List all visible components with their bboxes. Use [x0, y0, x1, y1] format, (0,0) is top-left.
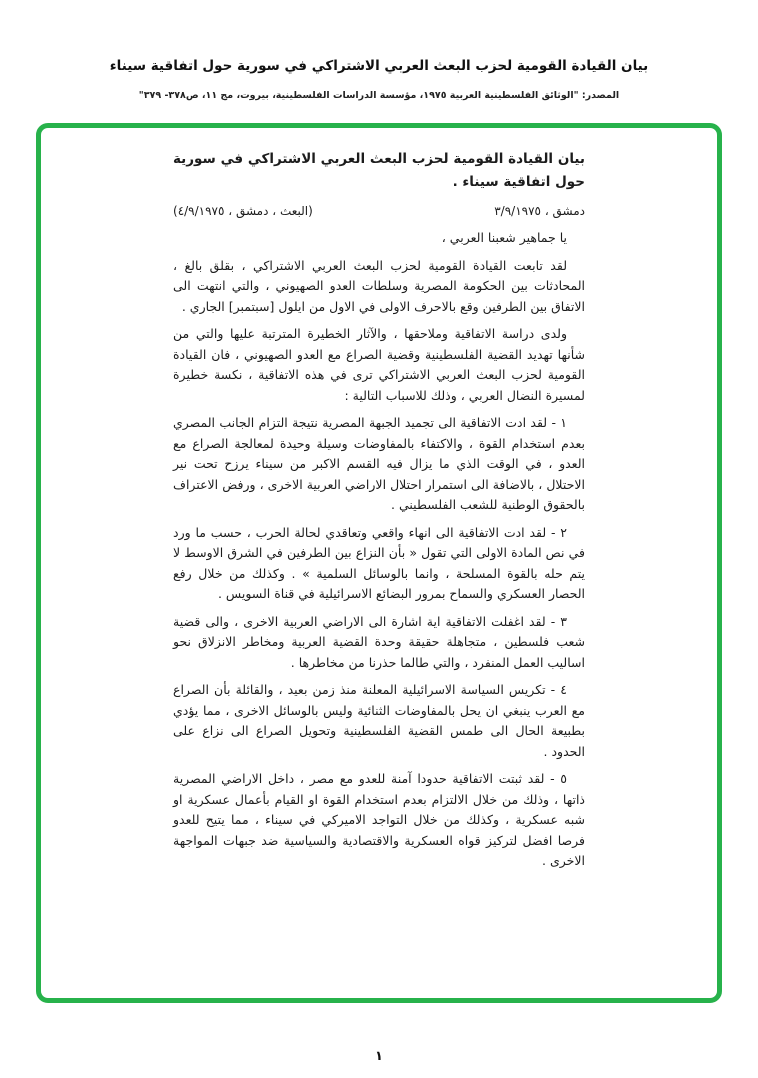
dateline [173, 204, 585, 218]
dateline-place-date: دمشق ، ٣/٩/١٩٧٥ [494, 204, 585, 218]
page-header [0, 0, 758, 101]
paragraph-salutation: يا جماهير شعبنا العربي ، [441, 230, 567, 245]
document-body [173, 228, 585, 872]
paragraph-point-5: ٥ - لقد ثبتت الاتفاقية حدودا آمنة للعدو مع مصر ، داخل الاراضي المصرية ذاتها ، وذلك من خلال الالتزام بعدم استخدام القوة او القيام بأعمال عسكرية او شبه عسكرية ، وكذلك من خلال التواجد الاميركي في سيناء ، مما يتيح للعدو فرصا افضل لتركيز قواه العسكرية والاقتصادية والسياسية ضد جبهات المواجهة الاخرى . [173, 771, 585, 868]
document-frame [36, 123, 722, 1003]
paragraph-intro-2: ولدى دراسة الاتفاقية وملاحقها ، والآثار الخطيرة المترتبة عليها والتي من شأنها تهديد القضية الفلسطينية وقضية الصراع مع العدو الصهيوني ، فان القيادة القومية لحزب البعث العربي الاشتراكي ترى في هذه الاتفاقية ، نكسة خطيرة لمسيرة النضال العربي ، وذلك للاسباب التالية : [173, 326, 585, 403]
paragraph-point-4: ٤ - تكريس السياسة الاسرائيلية المعلنة منذ زمن بعيد ، والقائلة بأن الصراع مع العرب ينبغي ان يحل بالمفاوضات الثنائية وليس بالوسائل الاخرى ، مما يؤدي بطبيعة الحال الى طمس القضية الفلسطينية وتحويل الصراع الى نزاع على الحدود . [173, 682, 585, 759]
document-title: بيان القيادة القومية لحزب البعث العربي الاشتراكي في سورية حول اتفاقية سيناء . [173, 151, 585, 190]
paragraph-point-3: ٣ - لقد اغفلت الاتفاقية اية اشارة الى الاراضي العربية الاخرى ، والى قضية شعب فلسطين ، متجاهلة حقيقة وحدة القضية العربية ومخاطر الانزلاق نحو اساليب العمل المنفرد ، والتي طالما حذرنا من مخاطرها . [173, 613, 585, 670]
paragraph-point-2: ٢ - لقد ادت الاتفاقية الى انهاء واقعي وتعاقدي لحالة الحرب ، حسب ما ورد في نص المادة الاولى التي تقول « بأن النزاع بين الطرفين في الشرق الاوسط لا يتم حله بالقوة المسلحة ، وانما بالوسائل السلمية » . وكذلك من خلال رفع الحصار العسكري والسماح بمرور البضائع الاسرائيلية في قناة السويس . [173, 524, 585, 601]
paragraph-intro-1: لقد تابعت القيادة القومية لحزب البعث العربي الاشتراكي ، بقلق بالغ ، المحادثات بين الحكومة المصرية وسلطات العدو الصهيوني ، والتي انتهت الى الاتفاق بين الطرفين وقع بالاحرف الاولى في الاول من ايلول [سبتمبر] الجاري . [173, 257, 585, 314]
document-scan-content [173, 148, 585, 872]
header-source-citation: المصدر: "الوثائق الفلسطينية العربية ١٩٧٥، مؤسسة الدراسات الفلسطينية، بيروت، مج ١١، ص٣٧٨- ٣٧٩" [138, 90, 620, 101]
page-number: ١ [375, 1049, 383, 1064]
paragraph-point-1: ١ - لقد ادت الاتفاقية الى تجميد الجبهة المصرية نتيجة التزام الجانب المصري بعدم استخدام القوة ، والاكتفاء بالمفاوضات وسيلة وحيدة لمعالجة الصراع مع العدو ، في الوقت الذي ما يزال فيه القسم الاكبر من سيناء يرزح تحت نير الاحتلال ، بالاضافة الى استمرار احتلال الاراضي العربية الاخرى ، ورفض الاعتراف بالحقوق الوطنية للشعب الفلسطيني . [173, 415, 585, 512]
dateline-publication: (البعث ، دمشق ، ٤/٩/١٩٧٥) [173, 204, 313, 218]
header-title: بيان القيادة القومية لحزب البعث العربي الاشتراكي في سورية حول اتفاقية سيناء [109, 58, 649, 74]
